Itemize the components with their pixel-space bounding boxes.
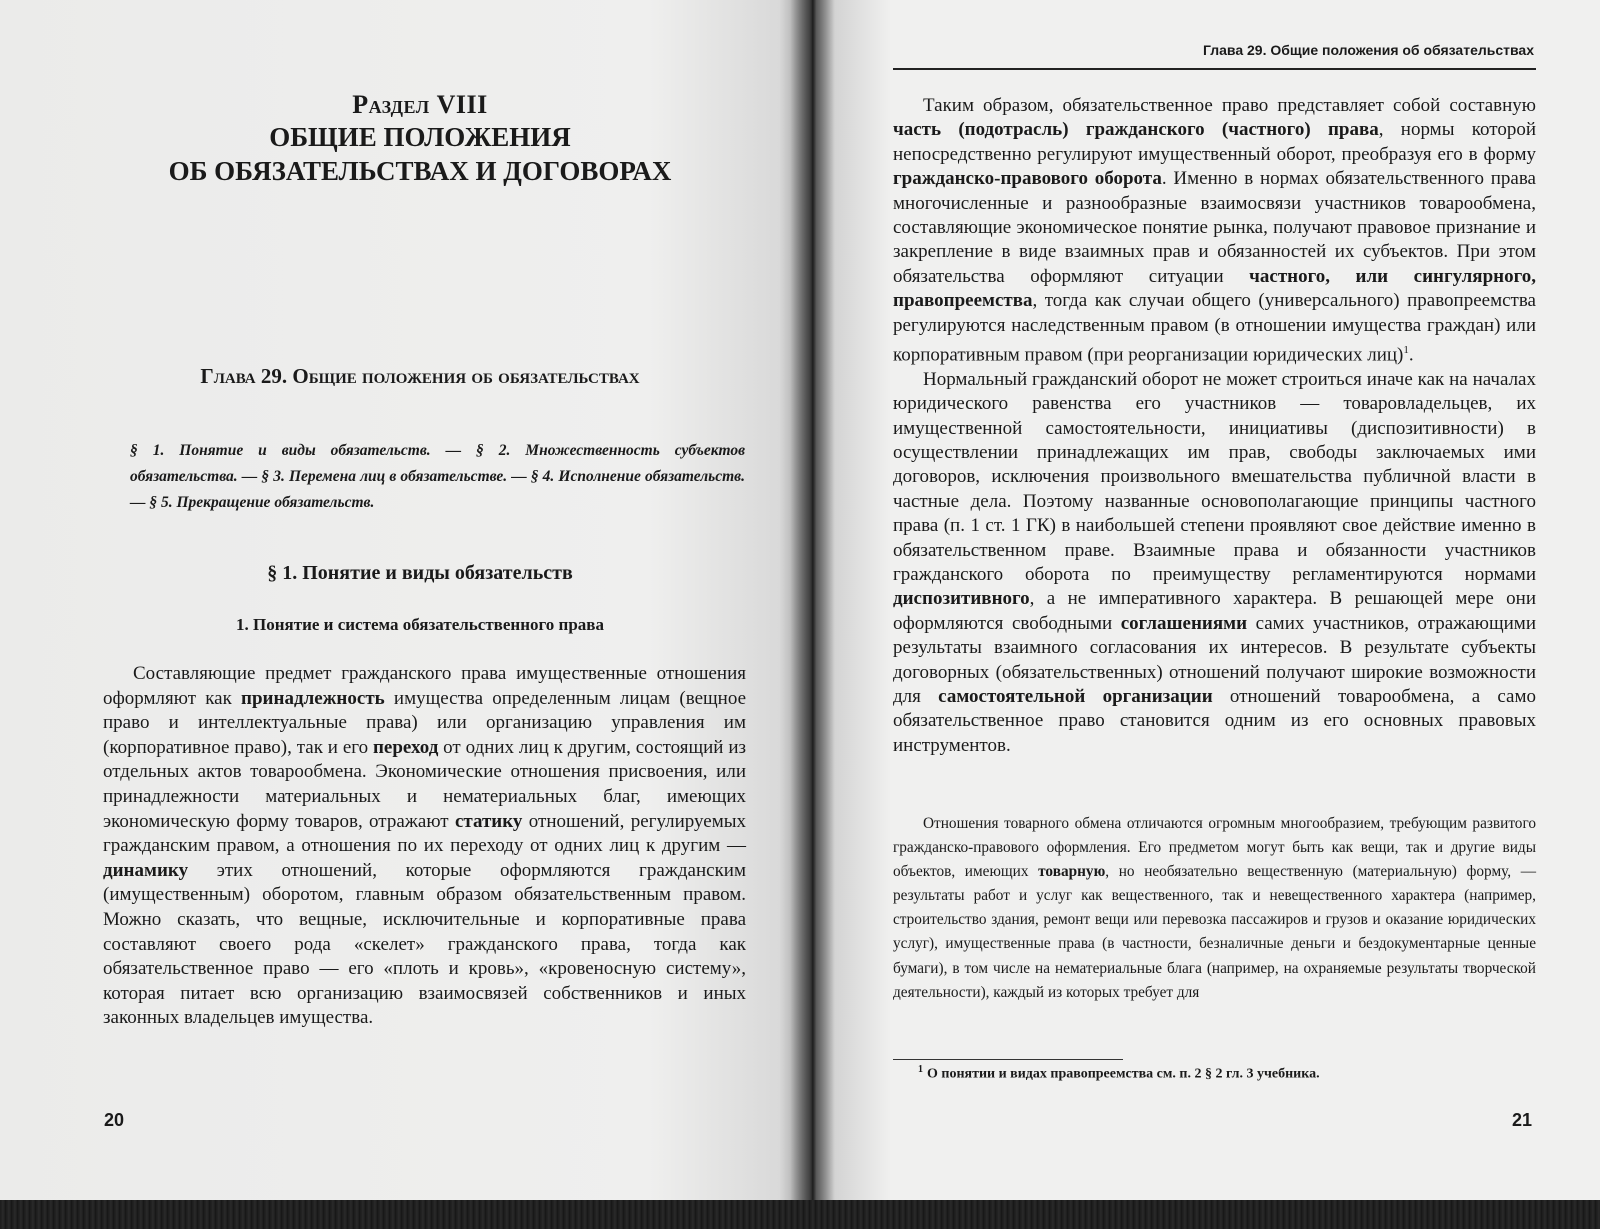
left-page	[0, 0, 812, 1200]
page-number-left: 20	[104, 1110, 125, 1130]
footnote-rule	[893, 1059, 1123, 1060]
part-heading	[100, 90, 740, 188]
right-body-text	[893, 94, 1536, 758]
footnote-marker[interactable]: 1	[1403, 344, 1409, 357]
footnote: $^1$ О понятии и видах правопреемства см. п. 2 § 2 гл. 3 учебника.	[918, 1064, 1320, 1082]
paragraph: Отношения товарного обмена отличаются огромным многообразием, требующим развитого гражданско-правового оформления. Его предметом могут быть как вещи, так и другие виды объектов, имеющих товарную, но необязательно вещественную (материальную) форму, — результаты работ и услуг как вещественного, так и невещественного характера (например, строительство здания, ремонт вещи или перевозка пассажиров и грузов и оказание юридических услуг), имущественные права (в частности, безналичные деньги и бездокументарные ценные бумаги), в том числе на нематериальные блага (например, на охраняемые результаты творческой деятельности), каждый из которых требует для	[893, 815, 1536, 1001]
scanner-edge	[0, 1200, 1600, 1229]
paragraph: Составляющие предмет гражданского права имущественные отношения оформляют как принадлежность имущества определенным лицам (вещное право и интеллектуальные права) или организацию управления им (корпоративное право), так и его переход от одних лиц к другим, состоящий из отдельных актов товарообмена. Экономические отношения присвоения, или принадлежности материальных и нематериальных благ, имеющих экономическую форму товаров, отражают статику отношений, регулируемых гражданским правом, а отношения по их переходу от одних лиц к другим — динамику этих отношений, которые оформляются гражданским (имущественным) оборотом, главным образом обязательственным правом. Можно сказать, что вещные, исключительные и корпоративные права составляют своего рода «скелет» гражданского права, тогда как обязательственное право — его «плоть и кровь», «кровеносную систему», которая питает всю организацию взаимосвязей собственников и иных законных владельцев имущества.	[103, 663, 747, 1029]
part-name-line2: ОБ ОБЯЗАТЕЛЬСТВАХ И ДОГОВОРАХ	[168, 156, 672, 186]
chapter-contents: § 1. Понятие и виды обязательств. — § 2. Множественность субъектов обязательства. — § 3. Перемена лиц в обязательстве. — § 4. Исполнение обязательств. — § 5. Прекращение обязательств.	[130, 442, 745, 511]
page-number-right: 21	[1512, 1110, 1533, 1130]
header-rule	[893, 68, 1536, 70]
footnote-number: 1	[918, 1064, 923, 1075]
chapter-title: Глава 29. Общие положения об обязательствах	[200, 364, 640, 388]
book-gutter	[790, 0, 834, 1200]
paragraph: Таким образом, обязательственное право представляет собой составную часть (подотрасль) гражданского (частного) права, нормы которой непосредственно регулируют имущественный оборот, преобразуя его в форму гражданско-правового оборота. Именно в нормах обязательственного права многочисленные и разнообразные взаимосвязи участников товарообмена, составляющие экономическое понятие рынка, получают правовое признание и закрепление в виде взаимных прав и обязанностей их субъектов. При этом обязательства оформляют ситуации частного, или сингулярного, правопреемства, тогда как случаи общего (универсального) правопреемства регулируются наследственным правом (в отношении имущества граждан) или корпоративным правом (при реорганизации юридических лиц)$^1$.	[893, 95, 1537, 366]
paragraph: Нормальный гражданский оборот не может строиться иначе как на началах юридического равенства его участников — товаровладельцев, их имущественной самостоятельности, инициативы (диспозитивности) в осуществлении принадлежащих им прав, свободы заключаемых ими договоров, исключения произвольного вмешательства публичной власти в частные дела. Поэтому названные основополагающие принципы частного права (п. 1 ст. 1 ГК) в наибольшей степени проявляют свое действие именно в обязательственном праве. Взаимные права и обязанности участников гражданского оборота по преимуществу регламентируются нормами диспозитивного, а не императивного характера. В решающей мере они оформляются свободными соглашениями самих участников, отражающими результаты взаимного согласования их интересов. В результате субъекты договорных (обязательственных) отношений получают широкие возможности для самостоятельной организации отношений товарообмена, а само обязательственное право становится одним из его основных правовых инструментов.	[893, 368, 1536, 756]
part-name-line1: ОБЩИЕ ПОЛОЖЕНИЯ	[269, 122, 571, 152]
section-title: § 1. Понятие и виды обязательств	[267, 562, 573, 584]
running-header: Глава 29. Общие положения об обязательствах	[1203, 42, 1534, 58]
part-label: Раздел VIII	[352, 90, 488, 119]
subsection-title: 1. Понятие и система обязательственного права	[236, 615, 604, 634]
right-small-text	[893, 812, 1536, 1005]
left-body-text	[103, 662, 746, 1031]
